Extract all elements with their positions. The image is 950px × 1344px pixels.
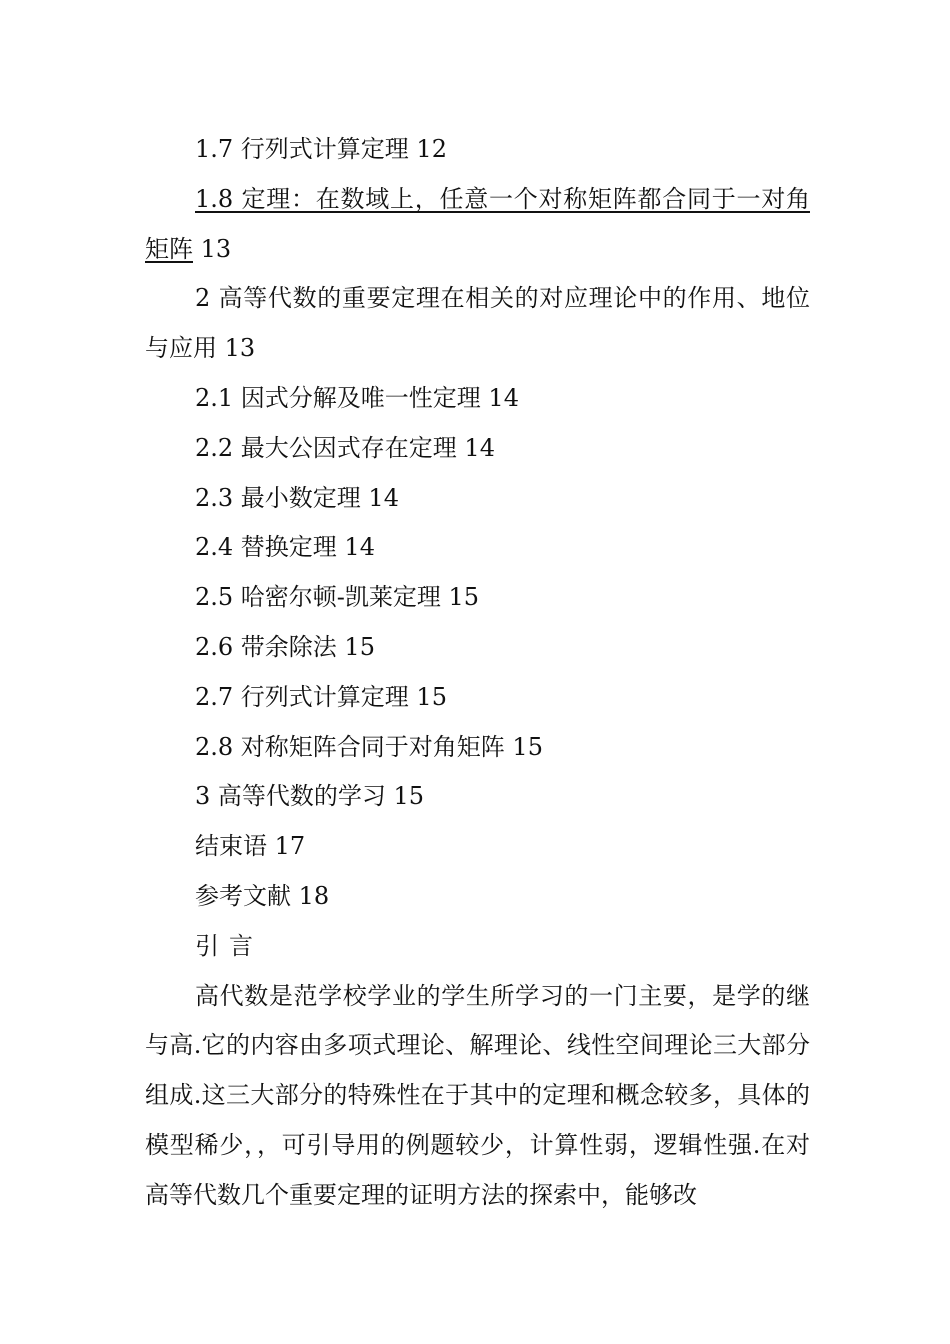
intro-paragraph: 高代数是范学校学业的学生所学习的一门主要，是学的继与高.它的内容由多项式理论、解理论、线性空间理论三大部分组成.这三大部分的特殊性在于其中的定理和概念较多，具体的模型稀少，，可引导用的例题较少，计算性弱，逻辑性强.在对高等代数几个重要定理的证明方法的探索中，能够改	[145, 981, 810, 1209]
toc-entry-references: 参考文献 18	[195, 881, 330, 910]
toc-entry-2-6: 2.6 带余除法 15	[195, 632, 375, 661]
toc-entry-1-8-link[interactable]: 1.8 定理：在数域上，任意一个对称矩阵都合同于一对角矩阵	[145, 184, 810, 263]
intro-heading	[145, 922, 810, 972]
toc-entry-2-8: 2.8 对称矩阵合同于对角矩阵 15	[195, 732, 543, 761]
toc-entry-1-7: 1.7 行列式计算定理 12	[195, 135, 447, 163]
toc-entry-2-7: 2.7 行列式计算定理 15	[195, 682, 447, 711]
document-body	[145, 125, 810, 1221]
toc-entry-2-5: 2.5 哈密尔顿-凯莱定理 15	[195, 583, 480, 612]
toc-entry-1-8-page: 13	[193, 234, 232, 263]
toc-entry-2-2: 2.2 最大公因式存在定理 14	[195, 433, 495, 462]
toc-entry-3: 3 高等代数的学习 15	[195, 782, 425, 811]
toc-entry-2: 2 高等代数的重要定理在相关的对应理论中的作用、地位与应用 13	[145, 284, 810, 363]
toc-entry-2-1: 2.1 因式分解及唯一性定理 14	[195, 383, 519, 412]
toc-entry-2-4: 2.4 替换定理 14	[195, 533, 375, 562]
toc-entry-1-8[interactable]	[145, 175, 810, 275]
toc-entry-conclusion: 结束语 17	[195, 832, 306, 861]
intro-heading-text: 引言	[195, 931, 263, 960]
toc-entry-2-3: 2.3 最小数定理 14	[195, 483, 399, 512]
